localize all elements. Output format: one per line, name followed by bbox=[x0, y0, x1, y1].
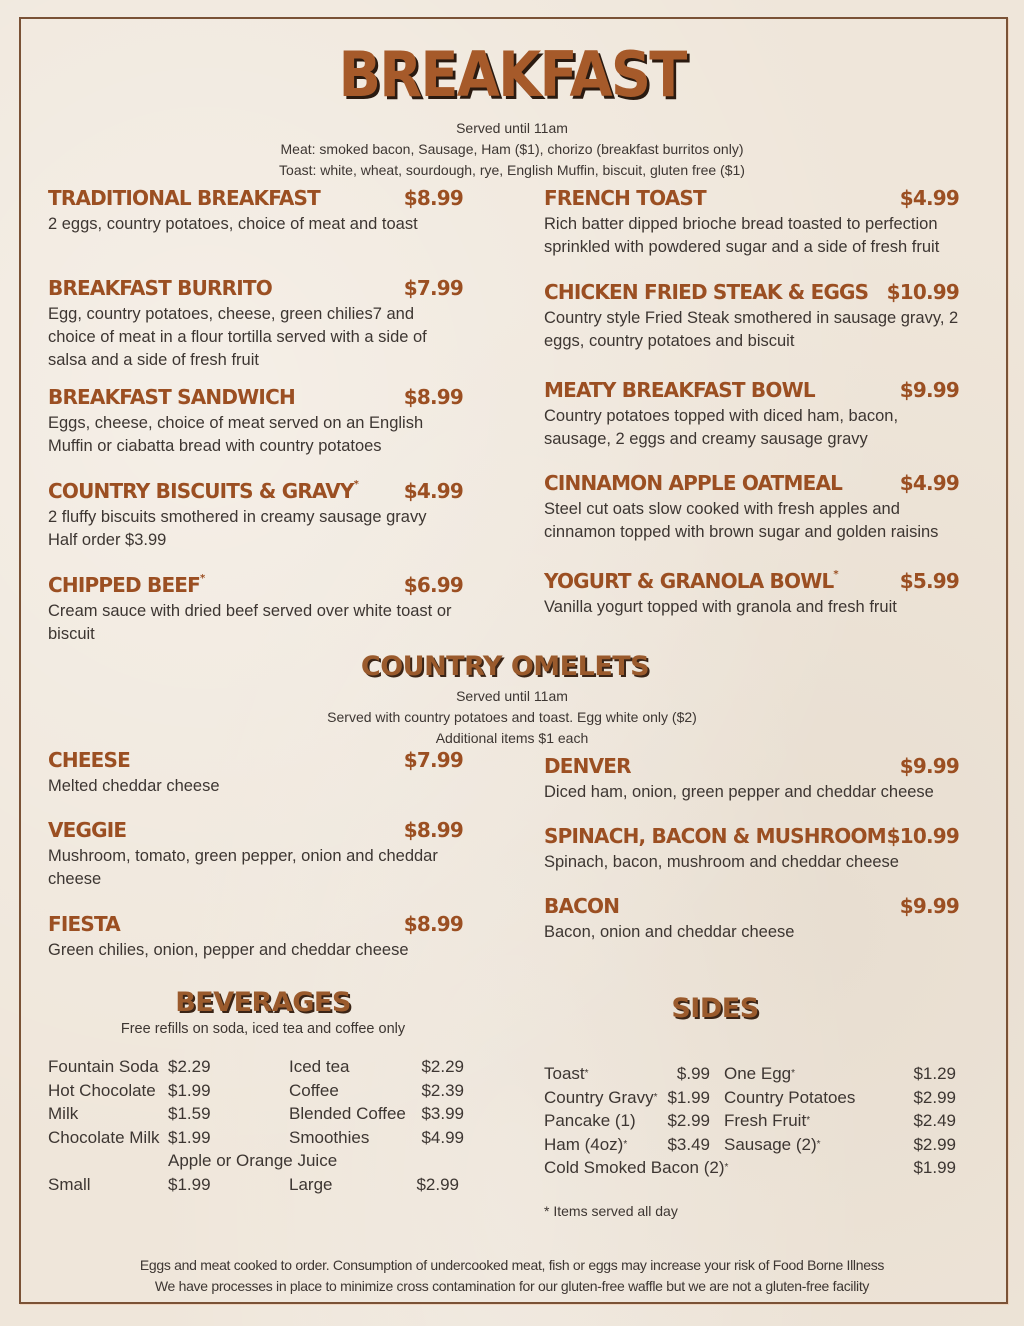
item-description: Melted cheddar cheese bbox=[48, 777, 220, 795]
meat-options: Meat: smoked bacon, Sausage, Ham ($1), chorizo (breakfast burritos only) bbox=[280, 141, 744, 157]
food-safety-warning: Eggs and meat cooked to order. Consumption of undercooked meat, fish or eggs may increase your risk of Food Borne Illness bbox=[139, 1257, 885, 1273]
footer-disclaimer bbox=[0, 1255, 1024, 1297]
item-description: Egg, country potatoes, cheese, green chilies7 and choice of meat in a flour tortilla served with a side of salsa and a side of fresh fruit bbox=[48, 305, 427, 369]
item-price: $8.99 bbox=[403, 385, 463, 409]
beverage-row bbox=[48, 1173, 468, 1197]
item-price: $4.99 bbox=[899, 471, 959, 495]
item-description: 2 eggs, country potatoes, choice of meat and toast bbox=[48, 215, 418, 233]
omelets-notes bbox=[0, 686, 1024, 749]
item-name: FRENCH TOAST bbox=[544, 186, 706, 210]
item-price: $8.99 bbox=[403, 818, 463, 842]
beverage-name: Chocolate Milk bbox=[48, 1127, 160, 1147]
side-row: Pancake (1) $2.99 Fresh Fruit* $2.49 bbox=[544, 1109, 956, 1133]
side-name: Country Gravy bbox=[544, 1087, 654, 1107]
juice-label-row bbox=[48, 1149, 468, 1173]
item-description: Rich batter dipped brioche bread toasted to perfection sprinkled with powdered sugar and a side of fresh fruit bbox=[544, 215, 940, 256]
side-name: Cold Smoked Bacon (2) bbox=[544, 1158, 725, 1177]
beverage-price: $1.99 bbox=[168, 1080, 211, 1100]
side-price: $2.99 bbox=[913, 1134, 956, 1154]
side-price: $3.49 bbox=[667, 1134, 710, 1154]
item-price: $6.99 bbox=[403, 573, 463, 597]
item-price: $4.99 bbox=[403, 479, 463, 503]
beverage-row bbox=[48, 1079, 468, 1103]
beverage-price: $4.99 bbox=[421, 1127, 464, 1147]
item-name: CHICKEN FRIED STEAK & EGGS bbox=[544, 280, 869, 304]
beverage-price: $3.99 bbox=[421, 1104, 464, 1123]
side-price: $2.99 bbox=[667, 1111, 710, 1130]
item-price: $8.99 bbox=[403, 912, 463, 936]
sides-title: SIDES bbox=[671, 993, 759, 1024]
item-description: Cream sauce with dried beef served over white toast or biscuit bbox=[48, 602, 452, 643]
item-price: $9.99 bbox=[899, 754, 959, 778]
side-price: $1.99 bbox=[913, 1158, 956, 1177]
item-description: 2 fluffy biscuits smothered in creamy sausage gravy bbox=[48, 508, 427, 526]
beverage-name: Hot Chocolate bbox=[48, 1080, 156, 1100]
beverage-price: $2.29 bbox=[168, 1057, 211, 1076]
beverage-name: Blended Coffee bbox=[289, 1104, 406, 1123]
item-price: $10.99 bbox=[886, 280, 959, 304]
beverage-row bbox=[48, 1102, 468, 1126]
all-day-footnote: * Items served all day bbox=[544, 1203, 678, 1219]
side-row: Country Gravy* $1.99 Country Potatoes $2.99 bbox=[544, 1086, 956, 1110]
side-row: Ham (4oz)* $3.49 Sausage (2)* $2.99 bbox=[544, 1133, 956, 1157]
item-description: Country style Fried Steak smothered in sausage gravy, 2 eggs, country potatoes and biscuit bbox=[544, 309, 959, 350]
side-row: Toast* $.99 One Egg* $1.29 bbox=[544, 1062, 956, 1086]
beverage-row bbox=[48, 1055, 468, 1079]
item-description: Mushroom, tomato, green pepper, onion and cheddar cheese bbox=[48, 847, 438, 888]
menu-item bbox=[48, 573, 463, 646]
side-name: One Egg bbox=[724, 1064, 792, 1083]
item-name: DENVER bbox=[544, 754, 631, 778]
item-price: $9.99 bbox=[899, 378, 959, 402]
menu-item bbox=[544, 378, 959, 451]
side-name: Ham (4oz) bbox=[544, 1134, 624, 1154]
item-price: $7.99 bbox=[403, 748, 463, 772]
item-price: $9.99 bbox=[899, 894, 959, 918]
item-name: MEATY BREAKFAST BOWL bbox=[544, 378, 815, 402]
menu-item bbox=[48, 479, 463, 552]
served-until: Served until 11am bbox=[456, 120, 568, 136]
menu-item bbox=[48, 818, 463, 891]
item-name: YOGURT & GRANOLA BOWL bbox=[544, 569, 834, 593]
item-name: CHIPPED BEEF bbox=[48, 573, 201, 597]
omelets-title: COUNTRY OMELETS bbox=[360, 651, 650, 682]
item-description: Country potatoes topped with diced ham, bacon, sausage, 2 eggs and creamy sausage gravy bbox=[544, 407, 899, 448]
beverages-note: Free refills on soda, iced tea and coffee only bbox=[120, 1021, 406, 1037]
side-name: Toast bbox=[544, 1064, 585, 1083]
omelets-sides-note: Served with country potatoes and toast. Egg white only ($2) bbox=[327, 709, 697, 725]
menu-item bbox=[544, 824, 959, 874]
side-price: $1.29 bbox=[913, 1064, 956, 1083]
side-name: Country Potatoes bbox=[724, 1087, 856, 1107]
item-name: COUNTRY BISCUITS & GRAVY bbox=[48, 479, 354, 503]
item-price: $8.99 bbox=[403, 186, 463, 210]
item-description: Spinach, bacon, mushroom and cheddar cheese bbox=[544, 853, 899, 871]
side-price: $1.99 bbox=[667, 1087, 710, 1107]
item-name: BREAKFAST BURRITO bbox=[48, 276, 272, 300]
all-day-marker: * bbox=[833, 569, 838, 580]
item-price: $7.99 bbox=[403, 276, 463, 300]
omelets-additional-note: Additional items $1 each bbox=[435, 730, 589, 746]
item-name: CINNAMON APPLE OATMEAL bbox=[544, 471, 843, 495]
menu-item bbox=[544, 894, 959, 944]
half-order-price: Half order $3.99 bbox=[48, 531, 167, 549]
beverage-price: $2.29 bbox=[421, 1057, 464, 1076]
header-notes bbox=[0, 118, 1024, 181]
item-name: VEGGIE bbox=[48, 818, 127, 842]
item-name: BACON bbox=[544, 894, 620, 918]
beverage-price: $2.99 bbox=[416, 1174, 459, 1194]
item-description: Steel cut oats slow cooked with fresh apples and cinnamon topped with brown sugar and golden raisins bbox=[544, 500, 939, 541]
menu-item bbox=[544, 471, 959, 544]
side-name: Pancake (1) bbox=[544, 1111, 636, 1130]
item-description: Vanilla yogurt topped with granola and fresh fruit bbox=[544, 598, 897, 616]
page-title: BREAKFAST bbox=[338, 38, 686, 111]
all-day-marker: * bbox=[353, 479, 359, 490]
beverage-name: Fountain Soda bbox=[48, 1057, 159, 1076]
beverage-name: Large bbox=[289, 1174, 333, 1194]
beverage-name: Iced tea bbox=[289, 1057, 350, 1076]
item-name: TRADITIONAL BREAKFAST bbox=[48, 186, 320, 210]
beverage-row bbox=[48, 1126, 468, 1150]
beverage-name: Small bbox=[48, 1174, 91, 1194]
side-price: $2.49 bbox=[913, 1111, 956, 1130]
item-description: Eggs, cheese, choice of meat served on an English Muffin or ciabatta bread with country potatoes bbox=[48, 414, 424, 455]
beverage-name: Smoothies bbox=[289, 1127, 370, 1147]
beverage-name: Milk bbox=[48, 1104, 79, 1123]
beverage-price: $1.59 bbox=[168, 1104, 211, 1123]
item-price: $10.99 bbox=[886, 824, 959, 848]
sides-table bbox=[544, 1062, 956, 1180]
side-name: Sausage (2) bbox=[724, 1134, 817, 1154]
gluten-disclaimer: We have processes in place to minimize cross contamination for our gluten-free waffle but we are not a gluten-free facility bbox=[154, 1278, 870, 1294]
menu-item bbox=[544, 569, 959, 619]
all-day-marker: * bbox=[200, 573, 205, 584]
juice-label: Apple or Orange Juice bbox=[168, 1151, 338, 1170]
toast-options: Toast: white, wheat, sourdough, rye, English Muffin, biscuit, gluten free ($1) bbox=[279, 162, 745, 178]
menu-item bbox=[544, 280, 959, 353]
item-name: FIESTA bbox=[48, 912, 120, 936]
item-description: Diced ham, onion, green pepper and cheddar cheese bbox=[544, 783, 934, 801]
item-name: BREAKFAST SANDWICH bbox=[48, 385, 295, 409]
item-name: CHEESE bbox=[48, 748, 131, 772]
beverages-title: BEVERAGES bbox=[175, 987, 351, 1018]
beverages-table bbox=[48, 1055, 468, 1196]
omelets-served-until: Served until 11am bbox=[456, 688, 568, 704]
item-price: $4.99 bbox=[899, 186, 959, 210]
side-row: Cold Smoked Bacon (2)* $1.99 bbox=[544, 1156, 956, 1180]
menu-item bbox=[48, 276, 463, 372]
item-price: $5.99 bbox=[899, 569, 959, 593]
menu-item bbox=[48, 186, 463, 236]
beverage-price: $1.99 bbox=[168, 1127, 211, 1147]
item-name: SPINACH, BACON & MUSHROOM bbox=[544, 824, 886, 848]
menu-item bbox=[48, 385, 463, 458]
item-description: Bacon, onion and cheddar cheese bbox=[544, 923, 795, 941]
menu-item bbox=[48, 748, 463, 798]
side-price: $.99 bbox=[676, 1064, 710, 1083]
side-name: Fresh Fruit bbox=[724, 1111, 807, 1130]
side-price: $2.99 bbox=[913, 1087, 956, 1107]
beverage-price: $2.39 bbox=[421, 1080, 464, 1100]
menu-item bbox=[544, 186, 959, 259]
item-description: Green chilies, onion, pepper and cheddar cheese bbox=[48, 941, 409, 959]
menu-item bbox=[48, 912, 463, 962]
beverage-name: Coffee bbox=[289, 1080, 339, 1100]
beverage-price: $1.99 bbox=[168, 1174, 211, 1194]
menu-item bbox=[544, 754, 959, 804]
